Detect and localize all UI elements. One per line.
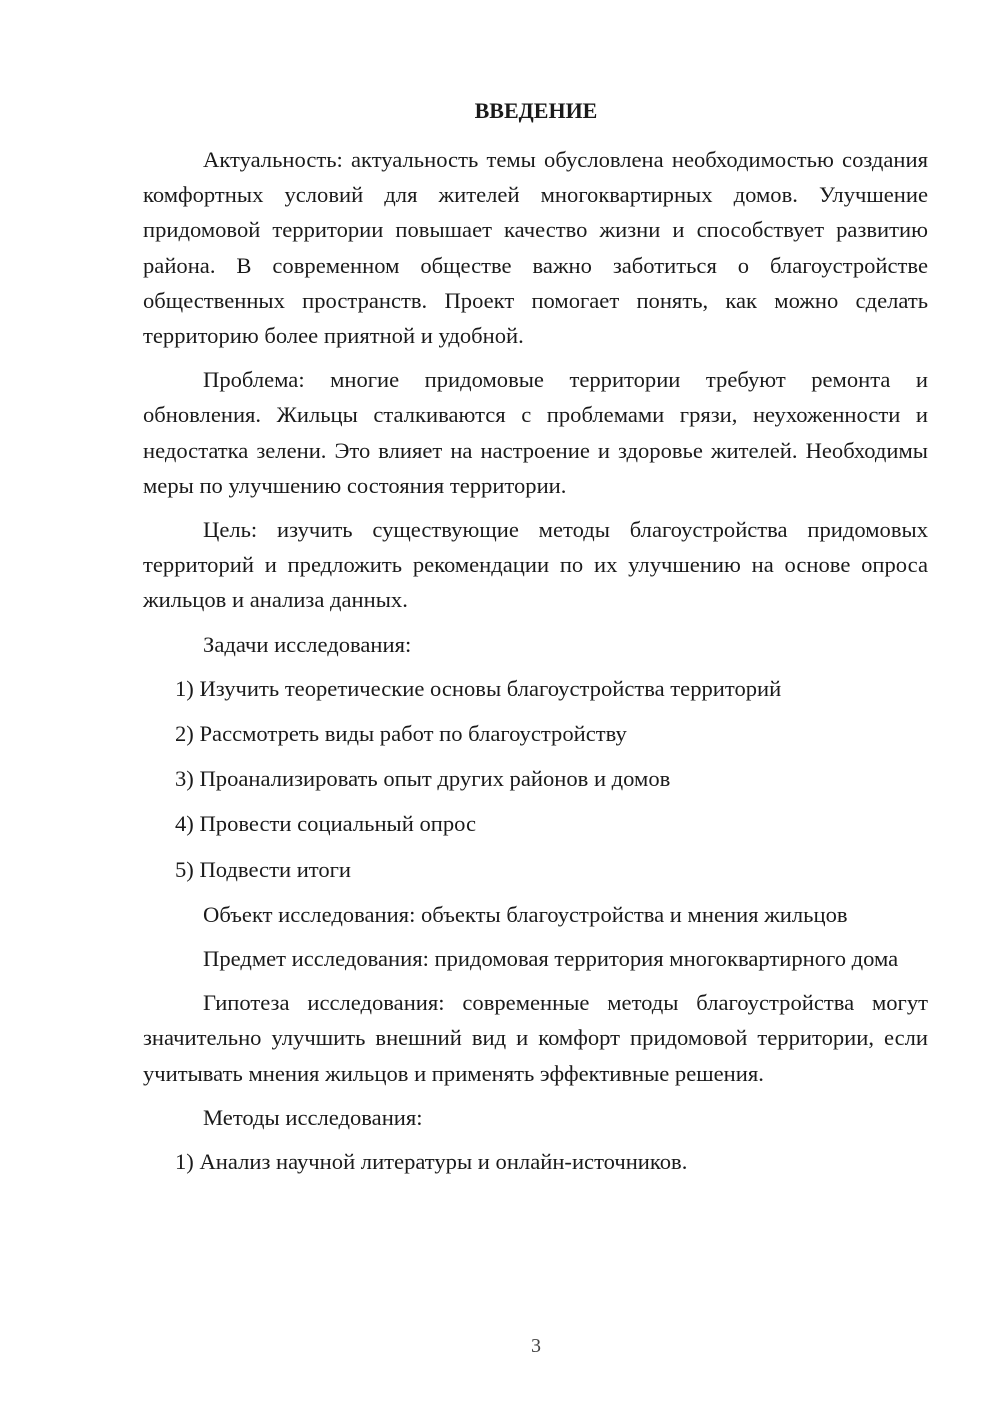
page-title: ВВЕДЕНИЕ bbox=[474, 98, 598, 123]
paragraph-subject: Предмет исследования: придомовая территория многоквартирного дома bbox=[203, 946, 899, 972]
list-item: 4) Провести социальный опрос bbox=[175, 811, 477, 837]
list-item: 3) Проанализировать опыт других районов и домов bbox=[175, 766, 671, 792]
paragraph-hypothesis: Гипотеза исследования: современные методы благоустройства могут значительно улучшить внешний вид и комфорт придомовой территории, если учитывать мнения жильцов и применять эффективные решения. bbox=[143, 990, 928, 1086]
methods-list bbox=[143, 1144, 928, 1179]
page-number: 3 bbox=[531, 1335, 541, 1357]
tasks-list bbox=[143, 671, 928, 887]
paragraph-goal: Цель: изучить существующие методы благоустройства придомовых территорий и предложить рекомендации по их улучшению на основе опроса жильцов и анализа данных. bbox=[143, 517, 928, 613]
document-body bbox=[143, 142, 928, 1189]
list-item: 5) Подвести итоги bbox=[175, 856, 352, 882]
tasks-heading: Задачи исследования: bbox=[203, 631, 412, 657]
paragraph-relevance: Актуальность: актуальность темы обусловлена необходимостью создания комфортных условий для жителей многоквартирных домов. Улучшение придомовой территории повышает качество жизни и способствует развитию района. В современном обществе важно заботиться о благоустройстве общественных пространств. Проект помогает понять, как можно сделать территорию более приятной и удобной. bbox=[143, 147, 928, 349]
list-item: 1) Изучить теоретические основы благоустройства территорий bbox=[175, 675, 782, 701]
paragraph-object: Объект исследования: объекты благоустройства и мнения жильцов bbox=[203, 901, 848, 927]
list-item: 1) Анализ научной литературы и онлайн-источников. bbox=[175, 1149, 688, 1175]
list-item: 2) Рассмотреть виды работ по благоустройству bbox=[175, 721, 627, 747]
paragraph-problem: Проблема: многие придомовые территории требуют ремонта и обновления. Жильцы сталкиваются с проблемами грязи, неухоженности и недостатка зелени. Это влияет на настроение и здоровье жителей. Необходимы меры по улучшению состояния территории. bbox=[143, 367, 928, 498]
methods-heading: Методы исследования: bbox=[203, 1104, 423, 1130]
